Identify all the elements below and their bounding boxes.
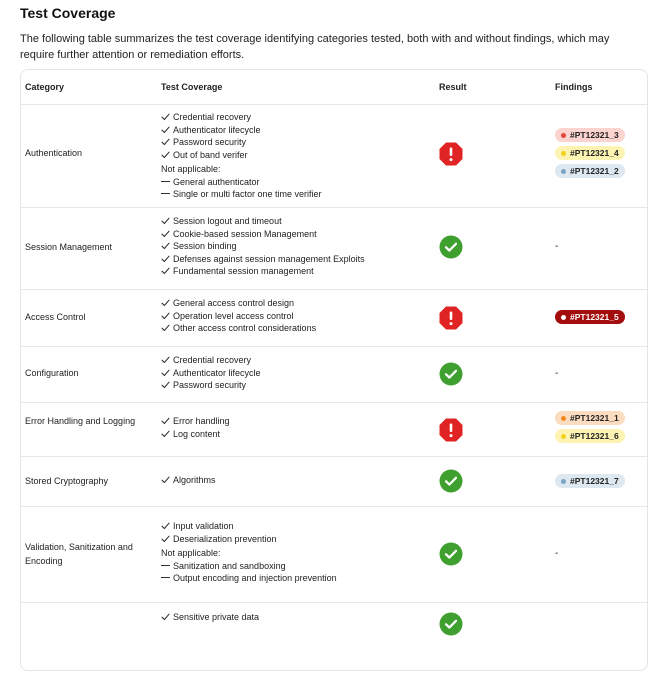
check-icon xyxy=(161,240,173,253)
header-findings: Findings xyxy=(555,82,593,92)
finding-id: #PT12321_7 xyxy=(570,476,619,486)
table-row xyxy=(21,207,647,290)
severity-dot-icon xyxy=(561,315,566,320)
check-icon xyxy=(161,265,173,278)
tested-item-label: Authenticator lifecycle xyxy=(173,367,261,378)
tested-item-label: Error handling xyxy=(173,416,230,426)
findings-cell xyxy=(555,241,647,252)
section-intro: The following table summarizes the test coverage identifying categories tested, both with and without findings, which may require further attention or remediation efforts. xyxy=(20,33,610,61)
category-cell: Access Control xyxy=(25,312,86,322)
not-applicable-label: Not applicable: xyxy=(161,548,221,558)
check-icon xyxy=(161,136,173,149)
finding-id: #PT12321_3 xyxy=(570,130,619,140)
findings-cell xyxy=(555,411,647,447)
tested-item-label: Defenses against session management Exploits xyxy=(173,253,365,264)
finding-badge[interactable] xyxy=(555,164,625,178)
tested-item-label: Out of band verifer xyxy=(173,149,248,160)
not-applicable-item xyxy=(161,560,431,573)
finding-id: #PT12321_2 xyxy=(570,166,619,176)
tested-item-label: Sensitive private data xyxy=(173,612,260,622)
check-icon xyxy=(161,111,173,124)
tested-item xyxy=(161,253,431,266)
tested-item xyxy=(161,611,431,624)
not-applicable-item-label: General authenticator xyxy=(173,176,260,187)
findings-cell xyxy=(555,128,647,182)
coverage-cell xyxy=(161,474,431,487)
tested-item-label: Input validation xyxy=(173,521,234,531)
check-icon xyxy=(161,310,173,323)
severity-dot-icon xyxy=(561,151,566,156)
check-icon xyxy=(161,415,173,428)
tested-item xyxy=(161,367,431,380)
tested-item xyxy=(161,136,431,149)
check-icon xyxy=(161,215,173,228)
tested-item xyxy=(161,474,431,487)
finding-badge[interactable] xyxy=(555,411,625,425)
findings-cell xyxy=(555,310,647,328)
octagon-exclamation-icon xyxy=(439,142,469,166)
check-circle-icon xyxy=(439,542,469,566)
check-icon xyxy=(161,611,173,624)
header-result: Result xyxy=(439,82,467,92)
coverage-cell xyxy=(161,520,431,585)
not-applicable-item-label: Output encoding and injection prevention xyxy=(173,573,337,583)
tested-item xyxy=(161,215,431,228)
category-cell: Stored Cryptography xyxy=(25,476,109,486)
tested-item-label: Authenticator lifecycle xyxy=(173,124,261,135)
table-header xyxy=(21,70,647,105)
table-row xyxy=(21,104,647,208)
table-row xyxy=(21,602,647,682)
severity-dot-icon xyxy=(561,479,566,484)
check-circle-icon xyxy=(439,235,469,259)
finding-id: #PT12321_4 xyxy=(570,148,619,158)
tested-item xyxy=(161,354,431,367)
check-circle-icon xyxy=(439,362,469,386)
category-cell: Error Handling and Logging xyxy=(25,416,136,426)
finding-badge[interactable] xyxy=(555,146,625,160)
severity-dot-icon xyxy=(561,133,566,138)
category-cell: Configuration xyxy=(25,368,79,378)
tested-item xyxy=(161,533,431,546)
check-icon xyxy=(161,297,173,310)
table-row xyxy=(21,456,647,507)
not-applicable-item-label: Single or multi factor one time verifier xyxy=(173,189,322,199)
not-applicable-item xyxy=(161,188,431,201)
findings-cell xyxy=(555,474,647,492)
dash-icon xyxy=(161,176,173,189)
tested-item xyxy=(161,322,431,335)
no-findings-value: - xyxy=(555,548,559,559)
check-icon xyxy=(161,533,173,546)
not-applicable-item xyxy=(161,176,431,189)
tested-item-label: General access control design xyxy=(173,298,295,308)
check-icon xyxy=(161,354,173,367)
check-icon xyxy=(161,149,173,162)
tested-item-label: Password security xyxy=(173,380,247,390)
tested-item-label: Credential recovery xyxy=(173,355,252,365)
coverage-cell xyxy=(161,215,431,278)
finding-badge[interactable] xyxy=(555,474,625,488)
finding-id: #PT12321_5 xyxy=(570,312,619,322)
not-applicable-item xyxy=(161,572,431,585)
tested-item xyxy=(161,265,431,278)
section-title: Test Coverage xyxy=(20,5,116,21)
severity-dot-icon xyxy=(561,434,566,439)
tested-item xyxy=(161,310,431,323)
tested-item xyxy=(161,428,431,441)
tested-item-label: Other access control considerations xyxy=(173,323,317,333)
finding-id: #PT12321_6 xyxy=(570,431,619,441)
header-category: Category xyxy=(25,82,65,92)
check-icon xyxy=(161,228,173,241)
no-findings-value: - xyxy=(555,241,559,252)
tested-item-label: Session binding xyxy=(173,241,237,251)
check-circle-icon xyxy=(439,612,469,636)
tested-item xyxy=(161,111,431,124)
tested-item xyxy=(161,415,431,428)
dash-icon xyxy=(161,188,173,201)
check-icon xyxy=(161,379,173,392)
tested-item-label: Credential recovery xyxy=(173,112,252,122)
check-icon xyxy=(161,428,173,441)
coverage-cell xyxy=(161,611,431,624)
dash-icon xyxy=(161,560,173,573)
not-applicable-item-label: Sanitization and sandboxing xyxy=(173,560,286,571)
table-row xyxy=(21,289,647,347)
findings-cell xyxy=(555,368,647,379)
tested-item xyxy=(161,520,431,533)
tested-item-label: Cookie-based session Management xyxy=(173,228,317,239)
dash-icon xyxy=(161,572,173,585)
finding-badge[interactable] xyxy=(555,128,625,142)
coverage-cell xyxy=(161,297,431,335)
tested-item xyxy=(161,297,431,310)
table-row xyxy=(21,346,647,403)
table-row xyxy=(21,506,647,603)
octagon-exclamation-icon xyxy=(439,418,469,442)
tested-item-label: Algorithms xyxy=(173,475,216,485)
tested-item xyxy=(161,240,431,253)
finding-badge[interactable] xyxy=(555,429,625,443)
finding-id: #PT12321_1 xyxy=(570,413,619,423)
tested-item xyxy=(161,228,431,241)
tested-item-label: Operation level access control xyxy=(173,310,294,321)
findings-cell xyxy=(555,548,647,559)
check-icon xyxy=(161,253,173,266)
coverage-cell xyxy=(161,111,431,201)
category-cell: Authentication xyxy=(25,148,83,158)
tested-item-label: Password security xyxy=(173,137,247,147)
finding-badge[interactable] xyxy=(555,310,625,324)
check-circle-icon xyxy=(439,469,469,493)
no-findings-value: - xyxy=(555,368,559,379)
coverage-cell xyxy=(161,415,431,440)
tested-item-label: Deserialization prevention xyxy=(173,533,277,544)
coverage-cell xyxy=(161,354,431,392)
octagon-exclamation-icon xyxy=(439,306,469,330)
tested-item-label: Log content xyxy=(173,428,221,439)
not-applicable-label: Not applicable: xyxy=(161,164,221,174)
tested-item xyxy=(161,149,431,162)
severity-dot-icon xyxy=(561,416,566,421)
category-cell: Validation, Sanitization and Encoding xyxy=(25,542,133,566)
table-row xyxy=(21,402,647,457)
tested-item-label: Session logout and timeout xyxy=(173,216,282,226)
check-icon xyxy=(161,322,173,335)
check-icon xyxy=(161,124,173,137)
tested-item-label: Fundamental session management xyxy=(173,266,314,276)
check-icon xyxy=(161,520,173,533)
tested-item xyxy=(161,124,431,137)
header-coverage: Test Coverage xyxy=(161,82,223,92)
check-icon xyxy=(161,474,173,487)
category-cell: Session Management xyxy=(25,242,113,252)
tested-item xyxy=(161,379,431,392)
severity-dot-icon xyxy=(561,169,566,174)
coverage-table xyxy=(20,69,648,671)
check-icon xyxy=(161,367,173,380)
